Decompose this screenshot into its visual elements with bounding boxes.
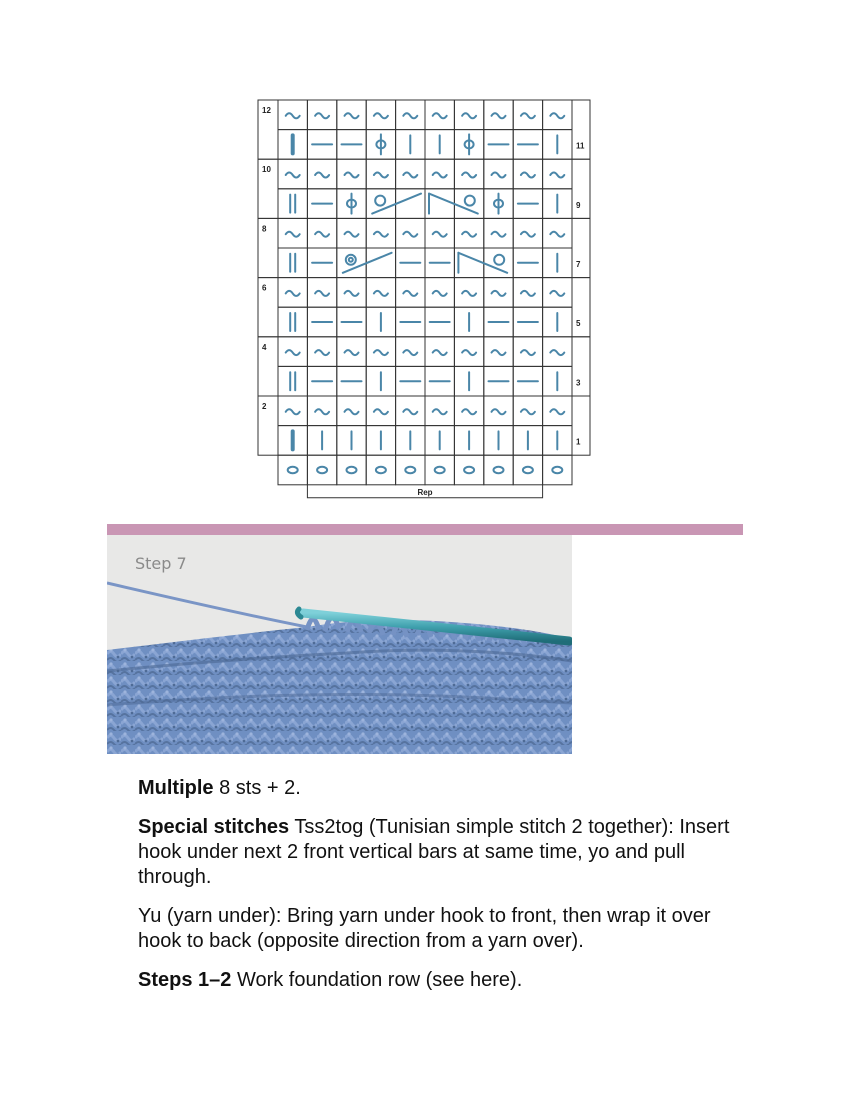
row-number-label: 2 xyxy=(262,402,267,411)
stitch-symbol-yu xyxy=(433,232,447,237)
stitch-symbol-yu xyxy=(433,173,447,178)
stitch-symbol-yu xyxy=(374,113,388,118)
stitch-symbol-ch xyxy=(288,467,298,473)
stitch-symbol-yu xyxy=(492,350,506,355)
special-stitches-paragraph xyxy=(138,815,748,890)
stitch-symbol-yu xyxy=(403,409,417,414)
stitch-symbol-yu xyxy=(403,350,417,355)
stitch-symbol-yu xyxy=(492,113,506,118)
stitch-symbol-yu xyxy=(550,232,564,237)
stitch-symbol-yu xyxy=(345,291,359,296)
stitch-symbol-yu xyxy=(315,173,329,178)
chart-cell xyxy=(366,189,395,219)
chart-cell xyxy=(396,455,425,485)
stitch-symbol-yu xyxy=(462,409,476,414)
stitch-symbol-yu xyxy=(521,291,535,296)
section-divider xyxy=(107,524,743,535)
stitch-symbol-yu xyxy=(521,232,535,237)
step-photo xyxy=(107,535,572,754)
stitch-symbol-yu xyxy=(492,173,506,178)
chart-cell xyxy=(278,248,307,278)
stitch-symbol-yu xyxy=(315,291,329,296)
row-label-box-right xyxy=(572,337,590,396)
chart-cell xyxy=(454,189,483,219)
chart-cell xyxy=(484,455,513,485)
stitch-symbol-yu xyxy=(492,291,506,296)
stitch-symbol-yu xyxy=(550,409,564,414)
row-number-label: 7 xyxy=(576,260,581,269)
stitch-symbol-phi xyxy=(347,194,356,214)
stitch-symbol-yu xyxy=(550,173,564,178)
stitch-symbol-yu xyxy=(403,113,417,118)
row-number-label: 3 xyxy=(576,378,581,388)
instructions xyxy=(138,776,748,1007)
stitch-symbol-yu xyxy=(492,232,506,237)
row-number-label: 1 xyxy=(576,437,581,447)
stitch-symbol-yu xyxy=(374,173,388,178)
rep-label: Rep xyxy=(417,487,433,497)
stitch-symbol-yu xyxy=(374,409,388,414)
row-number-label: 8 xyxy=(262,224,267,234)
row-label-box-right xyxy=(572,396,590,455)
stitch-symbol-yu xyxy=(286,291,300,296)
row-number-label: 11 xyxy=(576,141,585,151)
stitch-symbol-yu xyxy=(521,113,535,118)
chart-cell xyxy=(337,248,366,278)
multiple-paragraph xyxy=(138,776,748,801)
stitch-symbol-phi xyxy=(465,134,474,154)
stitch-symbol-yu xyxy=(433,409,447,414)
stitch-symbol-yu xyxy=(433,350,447,355)
stitch-symbol-yu xyxy=(374,232,388,237)
stitch-symbol-yu xyxy=(345,232,359,237)
row-number-label: 10 xyxy=(262,165,271,175)
row-label-box-right xyxy=(572,278,590,337)
stitch-symbol-yu xyxy=(345,409,359,414)
stitch-symbol-yu xyxy=(403,232,417,237)
stitch-symbol-yu xyxy=(286,350,300,355)
chart-cell xyxy=(366,455,395,485)
stitch-symbol-dbar xyxy=(290,195,295,213)
row-number-label: 5 xyxy=(576,319,581,329)
stitch-symbol-ch xyxy=(552,467,562,473)
special-stitches-label: Special stitches xyxy=(138,816,290,838)
chart-cell xyxy=(484,248,513,278)
stitch-symbol-yu xyxy=(462,173,476,178)
stitch-symbol-yu xyxy=(315,409,329,414)
stitch-symbol-yu xyxy=(550,350,564,355)
stitch-symbol-yu xyxy=(286,113,300,118)
stitch-symbol-yu xyxy=(286,232,300,237)
stitch-symbol-yu xyxy=(462,232,476,237)
multiple-label: Multiple xyxy=(138,777,214,799)
chart-cell xyxy=(278,307,307,337)
chart-cell xyxy=(513,455,542,485)
steps-paragraph xyxy=(138,968,748,993)
row-label-box-right xyxy=(572,218,590,277)
steps-text: Work foundation row (see here). xyxy=(236,969,523,991)
row-label-box-left xyxy=(258,337,278,396)
stitch-chart xyxy=(255,96,595,506)
row-number-label: 6 xyxy=(262,283,267,293)
stitch-symbol-yu xyxy=(521,173,535,178)
chart-cell xyxy=(307,455,336,485)
stitch-symbol-dec-right xyxy=(372,194,421,214)
stitch-symbol-ch xyxy=(435,467,445,473)
stitch-symbol-dbar xyxy=(290,313,295,331)
row-label-box-left xyxy=(258,218,278,277)
special-stitches-text: Tss2tog (Tunisian simple stitch 2 together): Insert hook under next 2 front vertical bars at same time, yo and pull through. xyxy=(138,816,730,888)
stitch-symbol-yu xyxy=(492,409,506,414)
stitch-symbol-yu xyxy=(550,113,564,118)
row-number-label: 9 xyxy=(576,200,581,210)
stitch-symbol-yu xyxy=(550,291,564,296)
stitch-symbol-yu xyxy=(462,350,476,355)
chart-cell xyxy=(278,366,307,396)
stitch-symbol-yu xyxy=(462,291,476,296)
stitch-symbol-yu xyxy=(403,291,417,296)
stitch-symbol-dbar xyxy=(290,254,295,272)
stitch-symbol-yu xyxy=(374,291,388,296)
chart-cell xyxy=(278,189,307,219)
chart-cell xyxy=(454,455,483,485)
stitch-symbol-yu xyxy=(521,409,535,414)
row-label-box-left xyxy=(258,278,278,337)
row-number-label: 12 xyxy=(262,106,271,115)
yarn-under-paragraph: Yu (yarn under): Bring yarn under hook to front, then wrap it over hook to back (opposite direction from a yarn over). xyxy=(138,905,711,952)
stitch-symbol-ch xyxy=(376,467,386,473)
stitch-symbol-dbar xyxy=(290,372,295,390)
chart-cell xyxy=(425,455,454,485)
row-label-box-right xyxy=(572,159,590,218)
stitch-symbol-yu xyxy=(403,173,417,178)
stitch-symbol-yu xyxy=(315,232,329,237)
stitch-symbol-yu xyxy=(374,350,388,355)
row-label-box-left xyxy=(258,396,278,455)
stitch-symbol-ch xyxy=(523,467,533,473)
multiple-text: 8 sts + 2. xyxy=(219,777,301,799)
stitch-symbol-yu xyxy=(345,113,359,118)
stitch-symbol-ch xyxy=(494,467,504,473)
stitch-symbol-yu xyxy=(315,350,329,355)
stitch-symbol-phi xyxy=(494,194,503,214)
chart-cell xyxy=(337,455,366,485)
stitch-symbol-yu xyxy=(433,291,447,296)
row-number-label: 4 xyxy=(262,342,267,352)
stitch-symbol-ch xyxy=(464,467,474,473)
stitch-symbol-yu xyxy=(345,173,359,178)
stitch-symbol-dec-left xyxy=(429,194,478,214)
stitch-symbol-dec-right-dbl xyxy=(343,253,392,273)
stitch-symbol-yu xyxy=(462,113,476,118)
stitch-symbol-yu xyxy=(315,113,329,118)
stitch-symbol-yu xyxy=(521,350,535,355)
chart-cell xyxy=(278,455,307,485)
steps-label: Steps 1–2 xyxy=(138,969,232,991)
stitch-symbol-ch xyxy=(317,467,327,473)
chart-cell xyxy=(543,455,572,485)
stitch-symbol-ch xyxy=(347,467,357,473)
step-label: Step 7 xyxy=(135,554,187,573)
stitch-symbol-ch xyxy=(405,467,415,473)
stitch-symbol-yu xyxy=(286,409,300,414)
stitch-symbol-yu xyxy=(286,173,300,178)
stitch-symbol-yu xyxy=(433,113,447,118)
stitch-symbol-phi xyxy=(376,134,385,154)
stitch-symbol-yu xyxy=(345,350,359,355)
stitch-symbol-dec-left xyxy=(458,253,507,273)
